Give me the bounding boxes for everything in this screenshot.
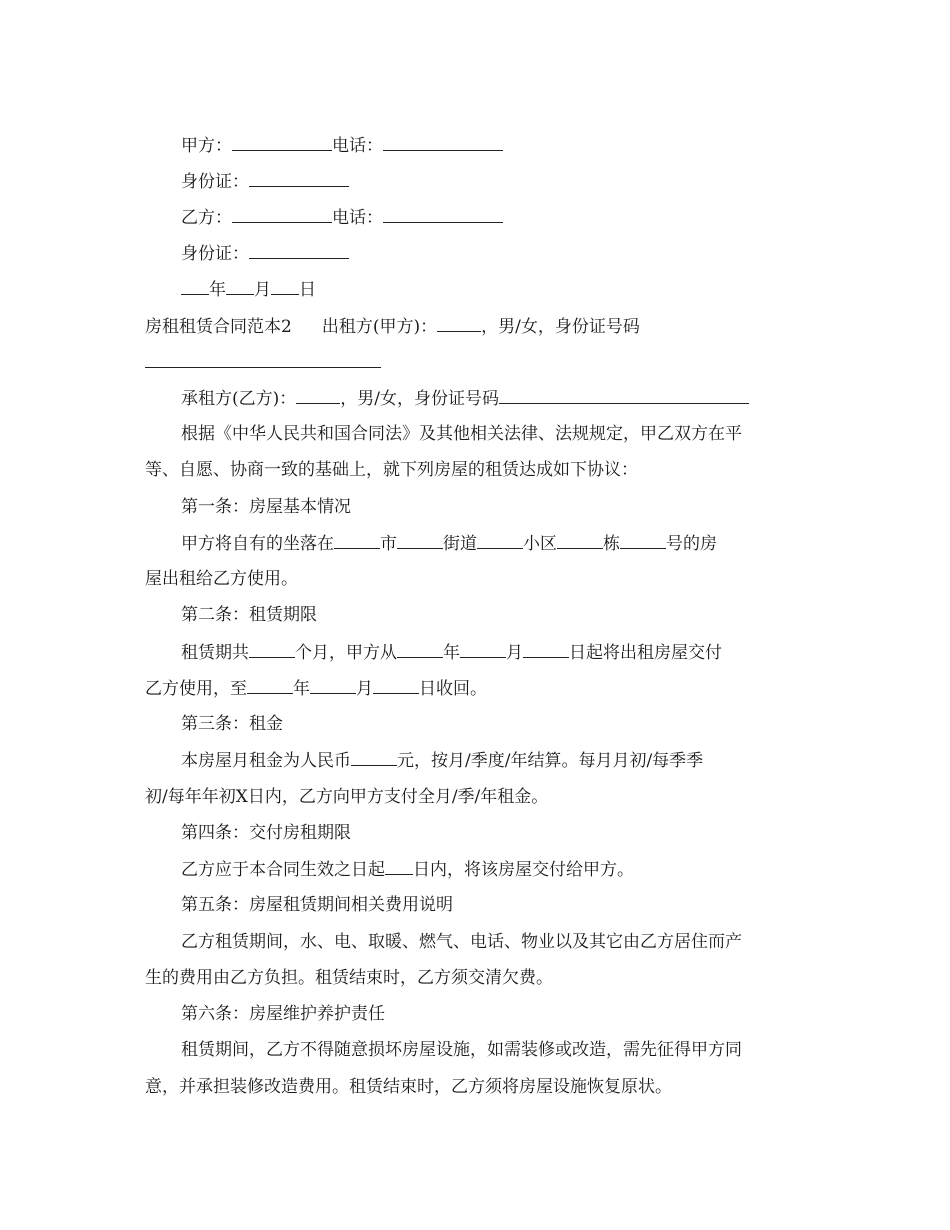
lessee-line bbox=[145, 387, 841, 410]
article-4-line-1 bbox=[145, 858, 841, 881]
party-a-phone-label: 电话： bbox=[332, 136, 383, 156]
art2-l2-month: 月 bbox=[356, 679, 373, 699]
art2-l2-text-a: 乙方使用，至 bbox=[145, 679, 247, 699]
lessee-label: 承租方(乙方)： bbox=[181, 389, 297, 409]
art2-text-a: 租赁期共 bbox=[181, 643, 249, 663]
date-month: 月 bbox=[254, 280, 271, 300]
party-b-id-label: 身份证： bbox=[181, 244, 249, 264]
art1-city: 市 bbox=[380, 534, 397, 554]
article-2-line-1 bbox=[145, 641, 841, 664]
article-6-title: 第六条：房屋维护养护责任 bbox=[181, 1004, 385, 1024]
art4-text-b: 日内，将该房屋交付给甲方。 bbox=[413, 860, 634, 880]
party-a-id-line bbox=[145, 170, 841, 193]
days-blank bbox=[385, 858, 413, 875]
intro-line-1: 根据《中华人民共和国合同法》及其他相关法律、法规规定，甲乙双方在平 bbox=[181, 424, 742, 444]
art2-month: 月 bbox=[506, 643, 523, 663]
party-b-blank bbox=[232, 206, 332, 223]
lessor-gender-id: ，男/女，身份证号码 bbox=[481, 317, 640, 337]
party-b-id-blank bbox=[249, 242, 349, 259]
art2-l2-day: 日收回。 bbox=[419, 679, 487, 699]
date-day: 日 bbox=[299, 280, 316, 300]
art3-text-b: 元，按月/季度/年结算。每月月初/每季季 bbox=[397, 751, 704, 771]
months-blank bbox=[249, 641, 295, 658]
intro-line-2: 等、自愿、协商一致的基础上，就下列房屋的租赁达成如下协议： bbox=[145, 460, 638, 480]
art2-months: 个月，甲方从 bbox=[295, 643, 397, 663]
article-5-title: 第五条：房屋租赁期间相关费用说明 bbox=[181, 895, 453, 915]
lessee-name-blank bbox=[296, 387, 340, 404]
party-a-id-label: 身份证： bbox=[181, 172, 249, 192]
art2-l2-year: 年 bbox=[293, 679, 310, 699]
article-1-line-2: 屋出租给乙方使用。 bbox=[145, 569, 298, 589]
start-day-blank bbox=[523, 641, 569, 658]
month-blank bbox=[226, 278, 254, 295]
art2-day: 日起将出租房屋交付 bbox=[569, 643, 722, 663]
lessee-id-blank bbox=[499, 387, 749, 404]
article-5-line-2: 生的费用由乙方负担。租赁结束时，乙方须交清欠费。 bbox=[145, 968, 553, 988]
article-3-line-2: 初/每年年初X日内，乙方向甲方支付全月/季/年租金。 bbox=[145, 787, 549, 807]
lessor-name-blank bbox=[437, 315, 481, 332]
sample-title-line bbox=[145, 315, 805, 338]
end-day-blank bbox=[373, 677, 419, 694]
article-4-title: 第四条：交付房租期限 bbox=[181, 823, 351, 843]
lessor-label: 出租方(甲方)： bbox=[321, 317, 438, 337]
year-blank bbox=[181, 278, 209, 295]
start-month-blank bbox=[460, 641, 506, 658]
article-6-line-1: 租赁期间，乙方不得随意损坏房屋设施，如需装修或改造，需先征得甲方同 bbox=[181, 1040, 742, 1060]
start-year-blank bbox=[397, 641, 443, 658]
street-blank bbox=[397, 532, 443, 549]
party-a-id-blank bbox=[249, 170, 349, 187]
number-blank bbox=[620, 532, 666, 549]
art1-building: 栋 bbox=[603, 534, 620, 554]
rent-amount-blank bbox=[351, 749, 397, 766]
district-blank bbox=[477, 532, 523, 549]
party-a-label: 甲方： bbox=[181, 136, 232, 156]
article-2-title: 第二条：租赁期限 bbox=[181, 605, 317, 625]
date-line bbox=[145, 278, 841, 301]
building-blank bbox=[557, 532, 603, 549]
day-blank bbox=[271, 278, 299, 295]
sample-title: 房租租赁合同范本2 bbox=[145, 317, 292, 337]
date-year: 年 bbox=[209, 280, 226, 300]
party-b-id-line bbox=[145, 242, 841, 265]
art1-number: 号的房 bbox=[666, 534, 717, 554]
lessor-id-line bbox=[145, 351, 805, 374]
article-1-title: 第一条：房屋基本情况 bbox=[181, 497, 351, 517]
art2-year: 年 bbox=[443, 643, 460, 663]
end-year-blank bbox=[247, 677, 293, 694]
article-6-line-2: 意，并承担装修改造费用。租赁结束时，乙方须将房屋设施恢复原状。 bbox=[145, 1077, 672, 1097]
end-month-blank bbox=[310, 677, 356, 694]
art4-text-a: 乙方应于本合同生效之日起 bbox=[181, 860, 385, 880]
article-5-line-1: 乙方租赁期间，水、电、取暖、燃气、电话、物业以及其它由乙方居住而产 bbox=[181, 932, 742, 952]
party-a-blank bbox=[232, 134, 332, 151]
article-3-line-1 bbox=[145, 749, 841, 772]
lessor-id-blank bbox=[145, 351, 381, 368]
city-blank bbox=[334, 532, 380, 549]
art1-district: 小区 bbox=[523, 534, 557, 554]
party-b-line bbox=[145, 206, 841, 229]
art3-text-a: 本房屋月租金为人民币 bbox=[181, 751, 351, 771]
lessee-gender-id: ，男/女，身份证号码 bbox=[340, 389, 499, 409]
party-b-phone-label: 电话： bbox=[332, 208, 383, 228]
article-3-title: 第三条：租金 bbox=[181, 714, 283, 734]
article-1-line-1 bbox=[145, 532, 841, 555]
party-a-line bbox=[145, 134, 841, 157]
art1-street: 街道 bbox=[443, 534, 477, 554]
party-b-label: 乙方： bbox=[181, 208, 232, 228]
article-2-line-2 bbox=[145, 677, 805, 700]
art1-text-a: 甲方将自有的坐落在 bbox=[181, 534, 334, 554]
party-a-phone-blank bbox=[383, 134, 503, 151]
party-b-phone-blank bbox=[383, 206, 503, 223]
